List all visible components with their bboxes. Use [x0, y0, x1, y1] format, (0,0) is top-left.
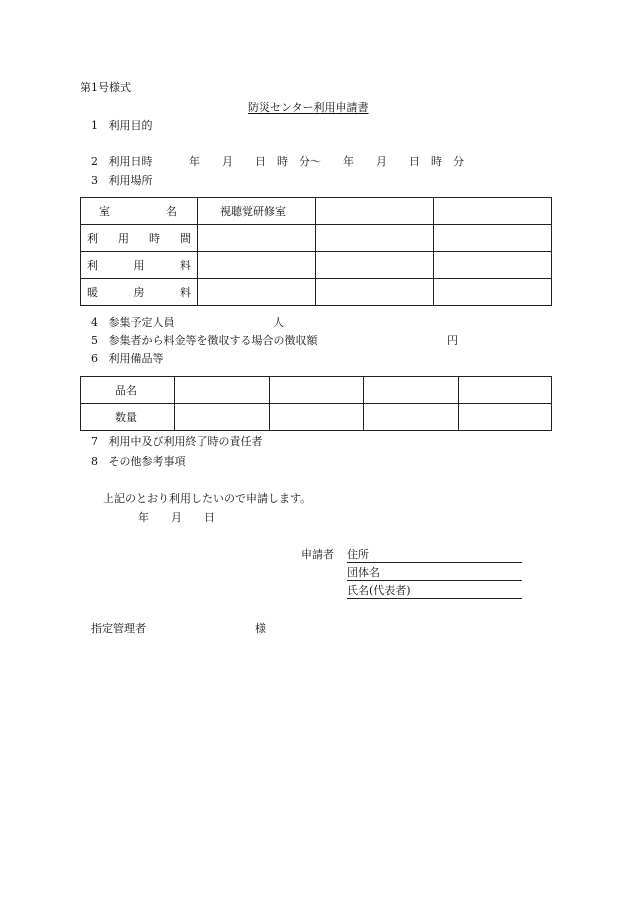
row-label-usage-time — [81, 225, 198, 252]
form-title: 防災センター利用申請書 — [248, 101, 369, 114]
table-cell — [198, 225, 316, 252]
label-char: 料 — [180, 286, 191, 299]
table-row — [81, 404, 552, 431]
table-cell — [434, 279, 552, 306]
item-label: 利用場所 — [108, 174, 153, 187]
item-number: 2 — [91, 155, 98, 168]
item-label: 利用日時 — [108, 155, 153, 168]
row-label-heating-fee — [81, 279, 198, 306]
application-date: 年 月 日 — [138, 511, 215, 524]
item-label: 参集予定人員 — [108, 316, 175, 329]
usage-datetime-range: 年 月 日 時 分〜 年 月 日 時 分 — [189, 155, 464, 168]
item-number: 4 — [91, 316, 98, 329]
item-3 — [91, 174, 153, 188]
table-cell — [434, 225, 552, 252]
table-row — [81, 225, 552, 252]
address-line — [347, 548, 522, 563]
table-cell — [198, 279, 316, 306]
recipient-label: 指定管理者 — [91, 622, 146, 635]
item-5 — [91, 334, 318, 348]
recipient-honorific: 様 — [255, 622, 266, 635]
table-cell — [459, 377, 552, 404]
label-char: 暖 — [87, 286, 98, 299]
label-char: 料 — [180, 259, 191, 272]
table-cell — [175, 404, 270, 431]
item-number: 3 — [91, 174, 98, 187]
item-label: 利用目的 — [108, 119, 153, 132]
table-row — [81, 279, 552, 306]
form-number: 第1号様式 — [80, 81, 131, 94]
item-number: 7 — [91, 435, 98, 448]
label-char: 利 — [87, 232, 98, 245]
item-8 — [91, 455, 186, 469]
item-1 — [91, 119, 153, 133]
equipment-table — [80, 376, 552, 431]
item-6 — [91, 352, 164, 366]
table-cell — [270, 404, 364, 431]
item-label: 利用備品等 — [108, 352, 164, 365]
place-table — [80, 197, 552, 306]
table-cell — [459, 404, 552, 431]
table-cell — [175, 377, 270, 404]
label-char: 用 — [118, 232, 129, 245]
item-number: 5 — [91, 334, 98, 347]
item-number: 6 — [91, 352, 98, 365]
label-char: 利 — [87, 259, 98, 272]
table-cell — [364, 404, 459, 431]
table-cell — [316, 279, 434, 306]
label-char: 間 — [180, 232, 191, 245]
table-row — [81, 252, 552, 279]
label-char: 時 — [149, 232, 160, 245]
declaration: 上記のとおり利用したいので申請します。 — [103, 492, 312, 505]
item-label: 参集者から料金等を徴収する場合の徴収額 — [108, 334, 318, 347]
item-number: 1 — [91, 119, 98, 132]
table-row — [81, 198, 552, 225]
representative-name-label: 氏名(代表者) — [347, 584, 411, 597]
label-char: 用 — [133, 259, 145, 272]
item-label: その他参考事項 — [108, 455, 186, 468]
address-label: 住所 — [347, 548, 369, 561]
table-cell — [316, 198, 434, 225]
item-2 — [91, 155, 153, 169]
item-4 — [91, 316, 175, 330]
table-cell — [270, 377, 364, 404]
table-cell — [198, 252, 316, 279]
group-name-label: 団体名 — [347, 566, 380, 579]
row-label-room-name — [81, 198, 198, 225]
group-name-line — [347, 566, 522, 581]
row-label-usage-fee — [81, 252, 198, 279]
table-cell — [364, 377, 459, 404]
label-char: 房 — [133, 286, 145, 299]
item-label: 利用中及び利用終了時の責任者 — [108, 435, 263, 448]
row-label-item-name: 品名 — [81, 377, 175, 404]
representative-name-line — [347, 584, 522, 599]
table-cell — [316, 225, 434, 252]
table-cell — [434, 252, 552, 279]
table-cell — [316, 252, 434, 279]
table-row — [81, 377, 552, 404]
item-7 — [91, 435, 263, 449]
item-number: 8 — [91, 455, 98, 468]
label-char: 室 — [99, 205, 110, 218]
table-cell — [434, 198, 552, 225]
label-char: 名 — [166, 205, 177, 218]
room-name-value: 視聴覚研修室 — [198, 198, 316, 225]
row-label-quantity: 数量 — [81, 404, 175, 431]
applicant-heading: 申請者 — [301, 548, 334, 561]
fee-unit: 円 — [447, 334, 458, 347]
attendees-unit: 人 — [273, 316, 284, 329]
